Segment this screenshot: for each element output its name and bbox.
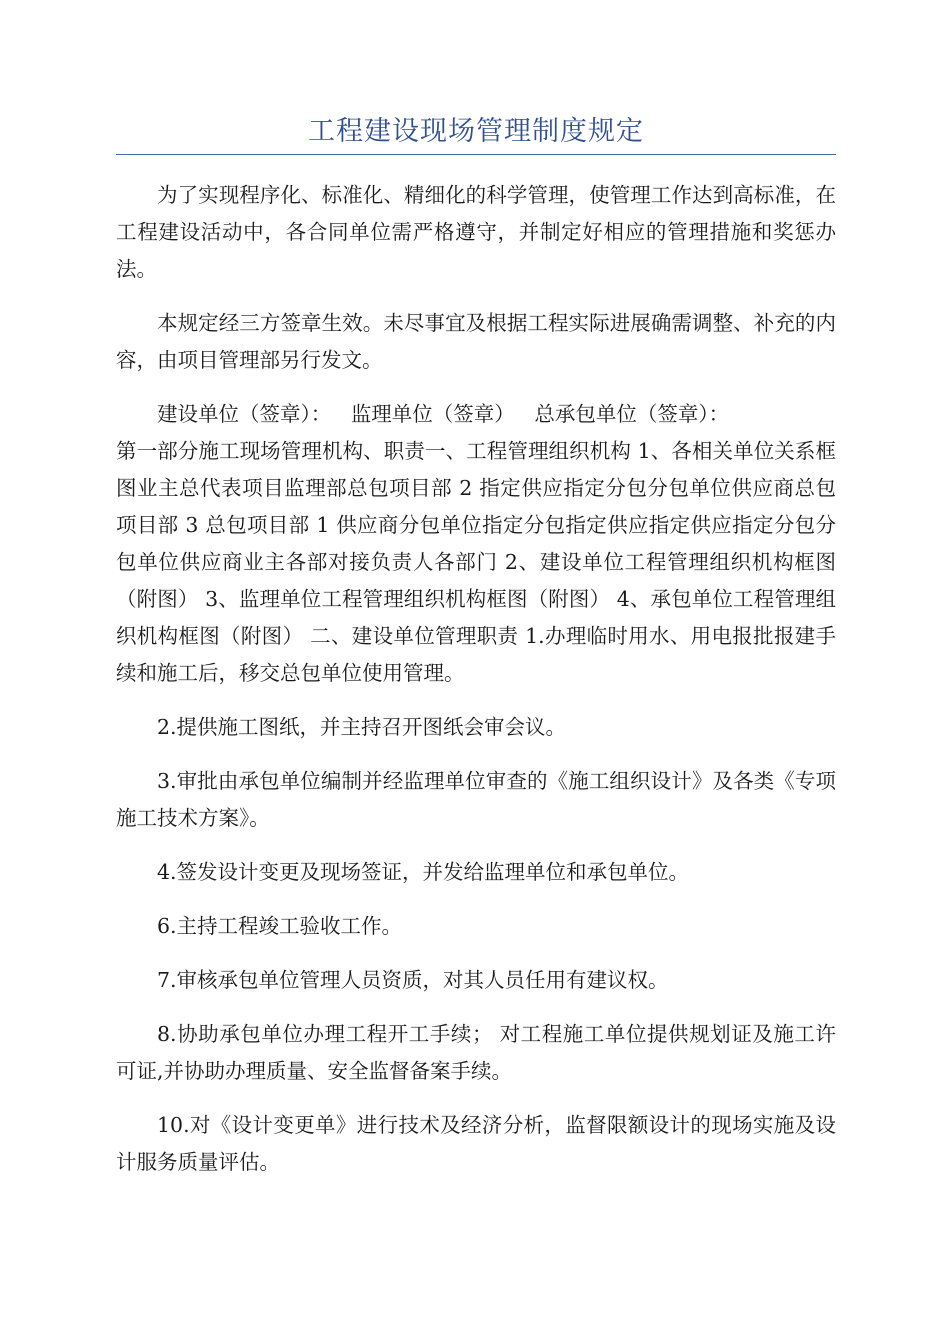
document-body xyxy=(116,177,836,1181)
duty-item-7: 7.审核承包单位管理人员资质，对其人员任用有建议权。 xyxy=(157,968,669,992)
intro-paragraph-2: 本规定经三方签章生效。未尽事宜及根据工程实际进展确需调整、补充的内容，由项目管理部另行发文。 xyxy=(116,311,836,372)
duty-item-6: 6.主持工程竣工验收工作。 xyxy=(157,914,403,938)
intro-paragraph-1: 为了实现程序化、标准化、精细化的科学管理，使管理工作达到高标准，在工程建设活动中，各合同单位需严格遵守，并制定好相应的管理措施和奖惩办法。 xyxy=(116,183,836,281)
duty-item-4: 4.签发设计变更及现场签证，并发给监理单位和承包单位。 xyxy=(157,860,690,884)
duty-item-2: 2.提供施工图纸，并主持召开图纸会审会议。 xyxy=(157,715,567,739)
duty-item-3: 3.审批由承包单位编制并经监理单位审查的《施工组织设计》及各类《专项施工技术方案》。 xyxy=(116,769,836,830)
supervisor-signature-label: 监理单位（签章） xyxy=(350,402,515,426)
duty-item-10: 10.对《设计变更单》进行技术及经济分析，监督限额设计的现场实施及设计服务质量评估。 xyxy=(116,1113,836,1174)
document-page xyxy=(116,112,836,1198)
owner-signature-label: 建设单位（签章）： xyxy=(157,402,332,426)
contractor-signature-label: 总承包单位（签章）： xyxy=(534,402,730,426)
document-title: 工程建设现场管理制度规定 xyxy=(116,112,836,155)
section-one-block: 第一部分施工现场管理机构、职责一、工程管理组织机构 1、各相关单位关系框图业主总代表项目监理部总包项目部 2 指定供应指定分包分包单位供应商总包项目部 3 总包项目部 1 供应商分包单位指定分包指定供应指定供应指定分包分包单位供应商业主各部对接负责人各部门 2、建设单位工程管理组织机构框图（附图） 3、监理单位工程管理组织机构框图（附图） 4、承包单位工程管理组织机构框图（附图） 二、建设单位管理职责 1.办理临时用水、用电报批报建手续和施工后，移交总包单位使用管理。 xyxy=(116,439,836,685)
duty-item-8: 8.协助承包单位办理工程开工手续； 对工程施工单位提供规划证及施工许可证,并协助办理质量、安全监督备案手续。 xyxy=(116,1022,836,1083)
signature-line xyxy=(116,396,836,433)
